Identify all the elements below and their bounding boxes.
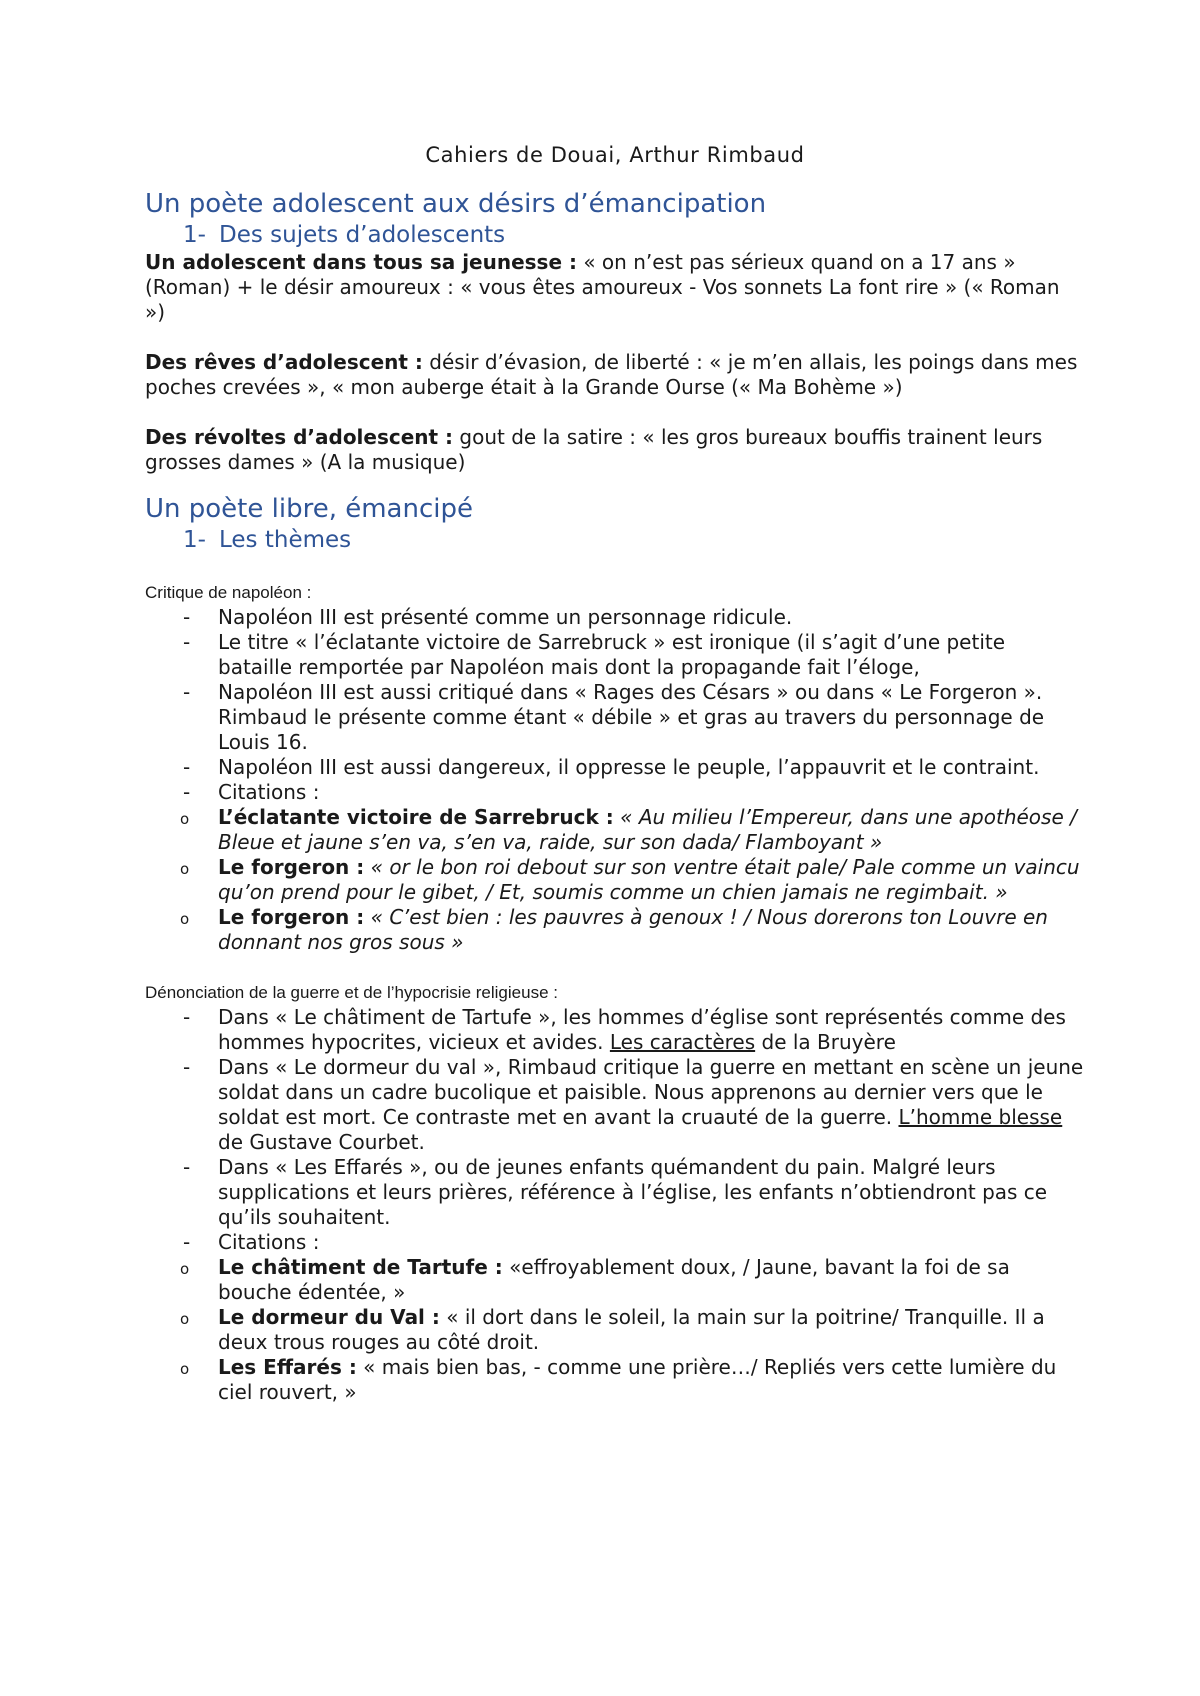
circle-bullet: o bbox=[180, 910, 190, 928]
circle-bullet: o bbox=[180, 1260, 190, 1278]
section-heading-libre: Un poète libre, émancipé bbox=[145, 494, 473, 524]
citation-item: o Le dormeur du Val : « il dort dans le soleil, la main sur la poitrine/ Tranquille. Il a deux trous rouges au côté droit. bbox=[180, 1305, 1045, 1354]
list-item: - Dans « Le dormeur du val », Rimbaud critique la guerre en mettant en scène un jeune soldat dans un cadre bucolique et paisible. Nous apprenons au dernier vers que le soldat est mort. Ce contraste met en avant la cruauté de la guerre. L’homme blesse de Gustave Courbet. bbox=[183, 1055, 1084, 1154]
list-critique-napoleon bbox=[145, 605, 1085, 955]
list-denonciation bbox=[145, 1005, 1085, 1405]
paragraph-label: Des rêves d’adolescent : bbox=[145, 350, 423, 374]
document-title: Cahiers de Douai, Arthur Rimbaud bbox=[425, 143, 805, 167]
paragraph-jeunesse bbox=[145, 250, 1085, 325]
citations-list bbox=[145, 1255, 1085, 1405]
subheading-number: 1- bbox=[183, 527, 206, 553]
dash-bullet: - bbox=[183, 680, 191, 704]
paragraph-reves bbox=[145, 350, 1085, 400]
subheading-themes bbox=[183, 525, 1085, 555]
list-item: - Citations : o Le châtiment de Tartufe : «effroyablement doux, / Jaune, bavant la foi de sa bouche édentée, » o Le dormeur du Val : « il dort dans le soleil, la main sur la poitrine/ Tranquille. Il a deux trous rouges au côté droit. o Les Effarés : « mais bien bas, - comme une prière…/ Repliés vers cette lumière du ciel rouvert, » bbox=[145, 1230, 1085, 1405]
paragraph-text: « on n’est pas sérieux quand on a 17 ans » (Roman) + le désir amoureux : « vous êtes amoureux - Vos sonnets La font rire » (« Roman ») bbox=[145, 250, 1060, 324]
circle-bullet: o bbox=[180, 810, 190, 828]
paragraph-revoltes bbox=[145, 425, 1085, 475]
section-heading-adolescent: Un poète adolescent aux désirs d’émancipation bbox=[145, 189, 767, 219]
list-item: - Dans « Les Effarés », ou de jeunes enfants quémandent du pain. Malgré leurs supplications et leurs prières, référence à l’église, les enfants n’obtiendront pas ce qu’ils souhaitent. bbox=[183, 1155, 1048, 1229]
citation-item: o L’éclatante victoire de Sarrebruck : « Au milieu l’Empereur, dans une apothéose / Bleue et jaune s’en va, s’en va, raide, sur son dada/ Flamboyant » bbox=[180, 805, 1077, 854]
citations-list bbox=[145, 805, 1085, 955]
document-page bbox=[145, 140, 1085, 1405]
dash-bullet: - bbox=[183, 755, 191, 779]
dash-bullet: - bbox=[183, 1005, 191, 1029]
circle-bullet: o bbox=[180, 1310, 190, 1328]
underlined-reference: Les caractères bbox=[609, 1030, 756, 1054]
underlined-reference: L’homme blesse bbox=[898, 1105, 1063, 1129]
list-item: - Le titre « l’éclatante victoire de Sarrebruck » est ironique (il s’agit d’une petite bataille remportée par Napoléon mais dont la propagande fait l’éloge, bbox=[183, 630, 1006, 679]
subheading-label: Les thèmes bbox=[219, 527, 352, 553]
dash-bullet: - bbox=[183, 1230, 191, 1254]
list-item: - Citations : o L’éclatante victoire de Sarrebruck : « Au milieu l’Empereur, dans une apothéose / Bleue et jaune s’en va, s’en va, raide, sur son dada/ Flamboyant » o Le forgeron : « or le bon roi debout sur son ventre était pale/ Pale comme un vaincu qu’on prend pour le gibet, / Et, soumis comme un chien jamais ne regimbait. » o Le forgeron : « C’est bien : les pauvres à genoux ! / Nous dorerons ton Louvre en donnant nos gros sous » bbox=[145, 780, 1085, 955]
topic-critique-napoleon: Critique de napoléon : bbox=[145, 583, 312, 602]
list-item: - Napoléon III est aussi dangereux, il oppresse le peuple, l’appauvrit et le contraint. bbox=[183, 755, 1040, 779]
citation-item: o Le forgeron : « or le bon roi debout sur son ventre était pale/ Pale comme un vaincu qu’on prend pour le gibet, / Et, soumis comme un chien jamais ne regimbait. » bbox=[180, 855, 1080, 904]
paragraph-text: désir d’évasion, de liberté : « je m’en allais, les poings dans mes poches crevées », « mon auberge était à la Grande Ourse (« Ma Bohème ») bbox=[145, 350, 1078, 399]
paragraph-label: Des révoltes d’adolescent : bbox=[145, 425, 454, 449]
citation-item: o Les Effarés : « mais bien bas, - comme une prière…/ Repliés vers cette lumière du ciel rouvert, » bbox=[180, 1355, 1057, 1404]
dash-bullet: - bbox=[183, 780, 191, 804]
dash-bullet: - bbox=[183, 630, 191, 654]
list-item: - Dans « Le châtiment de Tartufe », les hommes d’église sont représentés comme des hommes hypocrites, vicieux et avides. Les caractères de la Bruyère bbox=[183, 1005, 1066, 1054]
dash-bullet: - bbox=[183, 1155, 191, 1179]
topic-denonciation-guerre: Dénonciation de la guerre et de l’hypocrisie religieuse : bbox=[145, 983, 558, 1002]
dash-bullet: - bbox=[183, 605, 191, 629]
paragraph-text: gout de la satire : « les gros bureaux bouffis trainent leurs grosses dames » (A la musique) bbox=[145, 425, 1043, 474]
citation-item: o Le châtiment de Tartufe : «effroyablement doux, / Jaune, bavant la foi de sa bouche édentée, » bbox=[180, 1255, 1010, 1304]
subheading-label: Des sujets d’adolescents bbox=[219, 222, 506, 248]
list-item: - Napoléon III est présenté comme un personnage ridicule. bbox=[183, 605, 793, 629]
list-item: - Napoléon III est aussi critiqué dans « Rages des Césars » ou dans « Le Forgeron ». Rimbaud le présente comme étant « débile » et gras au travers du personnage de Louis 16. bbox=[183, 680, 1045, 754]
circle-bullet: o bbox=[180, 1360, 190, 1378]
subheading-number: 1- bbox=[183, 222, 206, 248]
circle-bullet: o bbox=[180, 860, 190, 878]
citation-item: o Le forgeron : « C’est bien : les pauvres à genoux ! / Nous dorerons ton Louvre en donnant nos gros sous » bbox=[180, 905, 1048, 954]
paragraph-label: Un adolescent dans tous sa jeunesse : bbox=[145, 250, 577, 274]
dash-bullet: - bbox=[183, 1055, 191, 1079]
subheading-sujets bbox=[183, 220, 1085, 250]
